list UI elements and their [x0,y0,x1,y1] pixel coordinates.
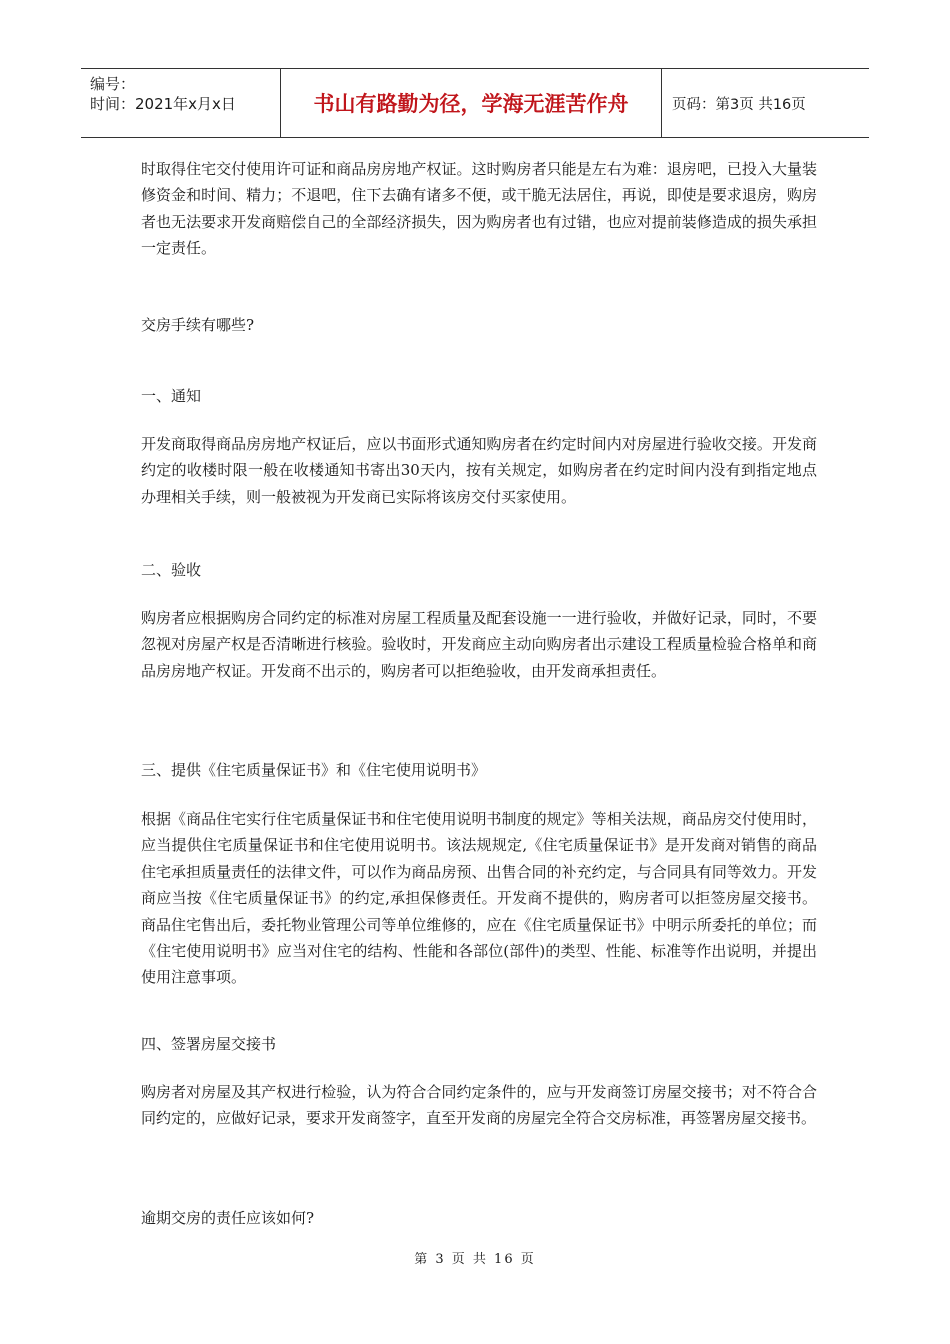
paragraph-handover: 购房者对房屋及其产权进行检验，认为符合合同约定条件的，应与开发商签订房屋交接书；对不符合合同约定的，应做好记录，要求开发商签字，直至开发商的房屋完全符合交房标准，再签署房屋交接书。 [141,1083,817,1128]
question-heading-procedures: 交房手续有哪些? [141,316,255,334]
header-motto: 书山有路勤为径，学海无涯苦作舟 [281,69,662,137]
question-heading-late-delivery: 逾期交房的责任应该如何? [141,1209,315,1227]
section-heading-notice: 一、通知 [141,387,202,405]
section-heading-handover: 四、签署房屋交接书 [141,1035,277,1053]
header-page-info: 页码：第3页 共16页 [672,96,806,113]
page-header [81,68,869,138]
paragraph-intro: 时取得住宅交付使用许可证和商品房房地产权证。这时购房者只能是左右为难：退房吧，已投入大量装修资金和时间、精力；不退吧，住下去确有诸多不便，或干脆无法居住，再说，即使是要求退房，购房者也无法要求开发商赔偿自己的全部经济损失，因为购房者也有过错，也应对提前装修造成的损失承担一定责任。 [141,160,817,258]
paragraph-notice: 开发商取得商品房房地产权证后，应以书面形式通知购房者在约定时间内对房屋进行验收交接。开发商约定的收楼时限一般在收楼通知书寄出30天内，按有关规定，如购房者在约定时间内没有到指定地点办理相关手续，则一般被视为开发商已实际将该房交付买家使用。 [141,435,817,506]
document-date-label: 时间：2021年x月x日 [90,95,236,113]
section-heading-inspection: 二、验收 [141,561,202,579]
document-number-label: 编号： [90,75,136,93]
section-heading-documents: 三、提供《住宅质量保证书》和《住宅使用说明书》 [141,761,487,779]
page-footer: 第 3 页 共 16 页 [414,1252,536,1267]
paragraph-documents: 根据《商品住宅实行住宅质量保证书和住宅使用说明书制度的规定》等相关法规，商品房交付使用时，应当提供住宅质量保证书和住宅使用说明书。该法规规定,《住宅质量保证书》是开发商对销售的商品住宅承担质量责任的法律文件，可以作为商品房预、出售合同的补充约定，与合同具有同等效力。开发商应当按《住宅质量保证书》的约定,承担保修责任。开发商不提供的，购房者可以拒签房屋交接书。商品住宅售出后，委托物业管理公司等单位维修的，应在《住宅质量保证书》中明示所委托的单位；而《住宅使用说明书》应当对住宅的结构、性能和各部位(部件)的类型、性能、标准等作出说明，并提出使用注意事项。 [141,810,817,987]
paragraph-inspection: 购房者应根据购房合同约定的标准对房屋工程质量及配套设施一一进行验收，并做好记录，同时，不要忽视对房屋产权是否清晰进行核验。验收时，开发商应主动向购房者出示建设工程质量检验合格单和商品房房地产权证。开发商不出示的，购房者可以拒绝验收，由开发商承担责任。 [141,609,817,680]
header-meta [81,69,281,137]
